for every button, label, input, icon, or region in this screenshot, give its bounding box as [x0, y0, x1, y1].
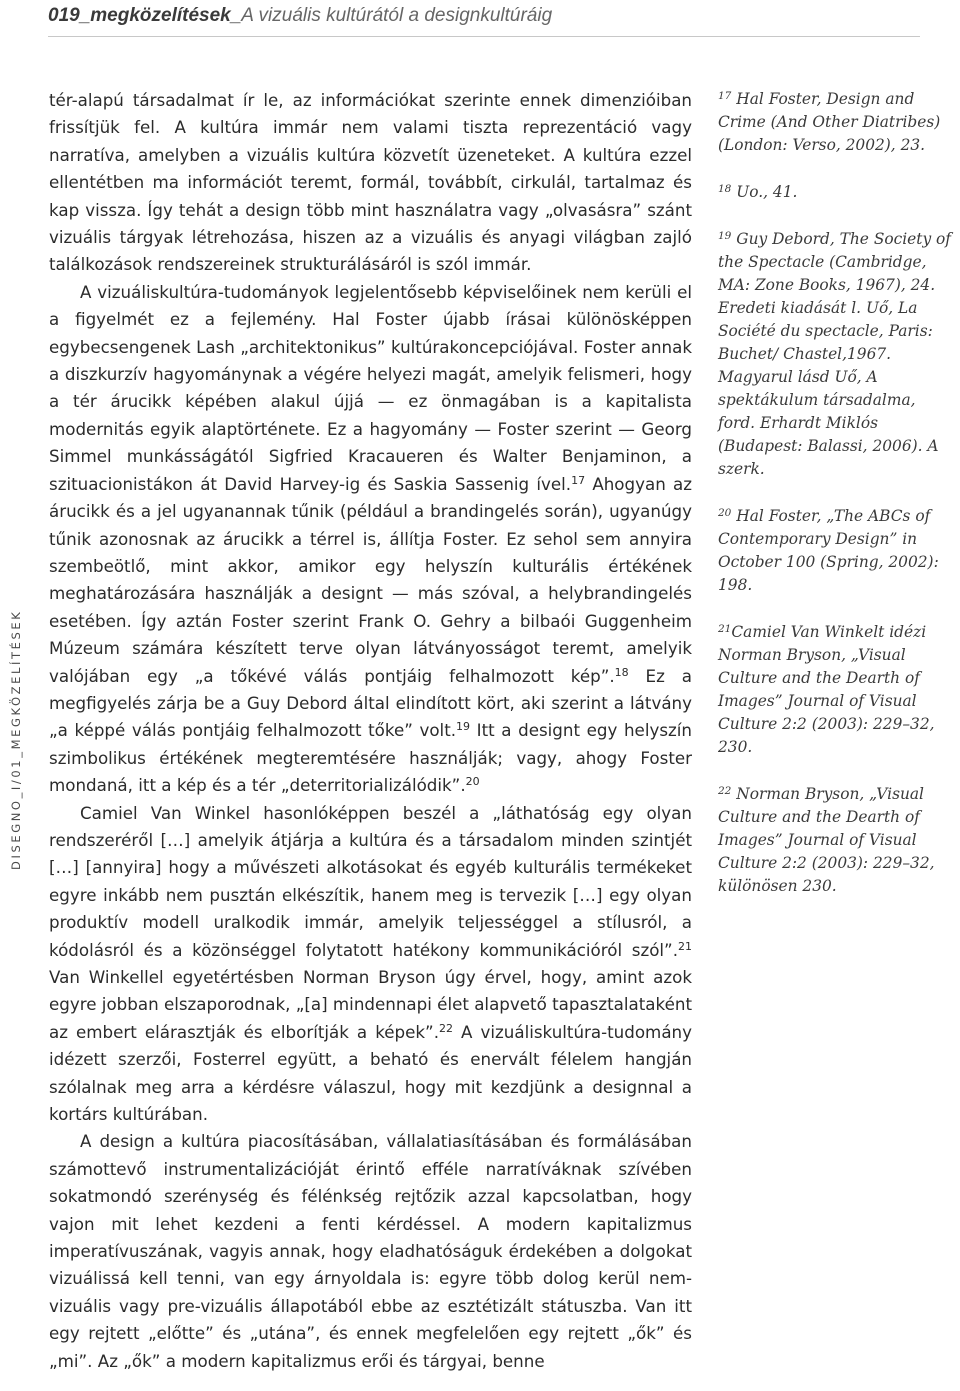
footnote-number: 17	[718, 90, 732, 102]
running-header	[48, 4, 928, 28]
footnote-text: Norman Bryson, „Visual Culture and the Dearth of Images” Journal of Visual Culture 2:2 (2003): 229–32, különösen 230.	[718, 785, 935, 895]
main-body-text	[49, 87, 692, 1375]
header-divider	[48, 36, 920, 37]
footnote-number: 21	[718, 623, 732, 635]
footnote-17	[718, 88, 954, 157]
footnote-20	[718, 505, 954, 597]
paragraph-text: A vizuáliskultúra-tudomány idézett szerzői, Fosterrel együtt, a beható és enervált félelem hangján szólalnak meg arra a kérdésre válaszul, hogy mit kezdjünk a designnal a kortárs kultúrában.	[49, 1021, 692, 1125]
footnote-18	[718, 181, 954, 204]
footnote-19	[718, 228, 954, 481]
footnote-ref-22[interactable]: 22	[439, 1021, 454, 1035]
footnote-text: Hal Foster, „The ABCs of Contemporary Design” in October 100 (Spring, 2002): 198.	[718, 507, 939, 594]
footnote-ref-19[interactable]: 19	[456, 720, 471, 734]
paragraph-text: Itt a designt egy helyszín szimbolikus értékének megteremtésére használják; vagy, ahogy Foster mondaná, itt a kép és a tér „deterritorializálódik”.	[49, 720, 692, 796]
footnote-number: 20	[718, 507, 732, 519]
footnote-text: Camiel Van Winkelt idézi Norman Bryson, „Visual Culture and the Dearth of Images” Journal of Visual Culture 2:2 (2003): 229–32, 230.	[718, 623, 935, 756]
footnotes-column	[718, 88, 954, 922]
footnote-ref-20[interactable]: 20	[465, 775, 480, 789]
paragraph-text: tér-alapú társadalmat ír le, az információkat szerinte ennek dimenzióiban frissítjük fel. A kultúra immár nem valami tiszta reprezentáció vagy narratíva, amelyben a vizuális kultúra közvetít üzeneteket. A kultúra ezzel ellentétben ma információt teremt, formál, továbbít, cirkulál, tartalmaz és kap vissza. Így tehát a design több mint használatra vagy „olvasásra” szánt vizuális tárgyak létrehozása, hiszen az a vizuális és anyagi világban zajló találkozások rendszereinek strukturálásáról is szól immár.	[49, 90, 692, 275]
footnote-number: 18	[718, 183, 732, 195]
footnote-number: 19	[718, 230, 732, 242]
paragraph-text: Ahogyan az árucikk és a jel ugyanannak tűnik (például a brandingelés során), ugyanúgy tűnik azonosnak az árucikk a térrel is, állítja Foster. Ez sehol sem annyira szembeötlő, mint akkor, amikor egy helyszín kulturális értékének meghatározására használják a designt — más szóval, a helybrandingelés esetében. Így aztán Foster szerint Frank O. Gehry a bilbaói Guggenheim Múzeum számára készített terve olyan látványosságot teremt, amelyik valójában egy „a tőkévé válás pontjáig felhalmozott kép”.	[49, 473, 692, 686]
footnote-number: 22	[718, 785, 732, 797]
vertical-section-label: DISEGNO_I/01_MEGKÖZELÍTÉSEK	[9, 609, 23, 870]
paragraph-text: A design a kultúra piacosításában, vállalatiasításában és formálásában számottevő instrumentalizációját érintő efféle narratíváknak szívében sokatmondó szerénység és félénkség rejtőzik azzal kapcsolatban, hogy vajon mit lehet kezdeni a fenti kérdéssel. A modern kapitalizmus imperatívuszának, vagyis annak, hogy eladhatóságuk érdekében a dolgokat vizuálissá kell tenni, van egy árnyoldala is: egyre több dolog kerül nem-vizuális vagy pre-vizuális állapotából ebbe az esztétizált státuszba. Van itt egy rejtett „előtte” és „utána”, és ennek megfelelően egy rejtett „ők” és „mi”. Az „ők” a modern kapitalizmus erői és tárgyai, benne	[49, 1131, 692, 1371]
paragraph-text: Camiel Van Winkel hasonlóképpen beszél a „láthatóság egy olyan rendszeréről […] amelyik átjárja a kultúra és a társadalom minden szintjét […] [annyira] hogy a művészeti alkotásokat és egyéb kulturális termékeket egyre inkább nem pusztán elkészítik, hanem meg is tervezik […] egy olyan produktív modell uralkodik immár, amelyik teljességgel a stílusról, a kódolásról és a közönséggel folytatott hatékony kommunikációról szól”.	[49, 802, 692, 960]
paragraph	[49, 800, 692, 1129]
footnote-text: Guy Debord, The Society of the Spectacle (Cambridge, MA: Zone Books, 1967), 24. Eredeti kiadását l. Uő, La Société du spectacle, Paris: Buchet/ Chastel,1967. Magyarul lásd Uő, A spektákulum társadalma, ford. Erhardt Miklós (Budapest: Balassi, 2006). A szerk.	[718, 230, 952, 478]
footnote-ref-18[interactable]: 18	[614, 665, 629, 679]
chapter-title: A vizuális kultúrától a designkultúráig	[241, 5, 553, 26]
paragraph-text: Ez a megfigyelés zárja be a Guy Debord által elindított kört, aki szerint a látvány „a képpé válás pontjáig felhalmozott tőke” volt.	[49, 665, 692, 741]
page-code: 019_megközelítések_	[48, 5, 242, 26]
paragraph	[49, 279, 692, 800]
footnote-ref-21[interactable]: 21	[678, 939, 692, 953]
paragraph	[49, 87, 692, 279]
footnote-22	[718, 783, 954, 898]
footnote-text: Hal Foster, Design and Crime (And Other Diatribes) (London: Verso, 2002), 23.	[718, 90, 941, 154]
paragraph-text: Van Winkellel egyetértésben Norman Bryson úgy érvel, hogy, amint azok egyre jobban elszaporodnak, „[a] mindennapi élet alapvető tapasztalataként az embert elárasztják és elborítják a képek”.	[49, 967, 692, 1042]
paragraph	[49, 1128, 692, 1375]
paragraph-text: A vizuáliskultúra-tudományok legjelentősebb képviselőinek nem kerüli el a figyelmét ez a fejlemény. Hal Foster újabb írásai különösképpen egybecsengenek Lash „architektonikus” kultúrakoncepciójával. Foster annak a diszkurzív hagyománynak a végére helyezi magát, amelyik felismeri, hogy a tér árucikk képében alakul újjá — ez önmagában is a kapitalista modernitás egyik alaptörténete. Ez a hagyomány — Foster szerint — Georg Simmel munkásságától Sigfried Kracaueren és Walter Benjaminon, a szituacionistákon át David Harvey-ig és Saskia Sassenig ível.	[49, 281, 692, 494]
footnote-ref-17[interactable]: 17	[571, 473, 586, 487]
footnote-text: Uo., 41.	[736, 183, 798, 201]
footnote-21	[718, 621, 954, 759]
